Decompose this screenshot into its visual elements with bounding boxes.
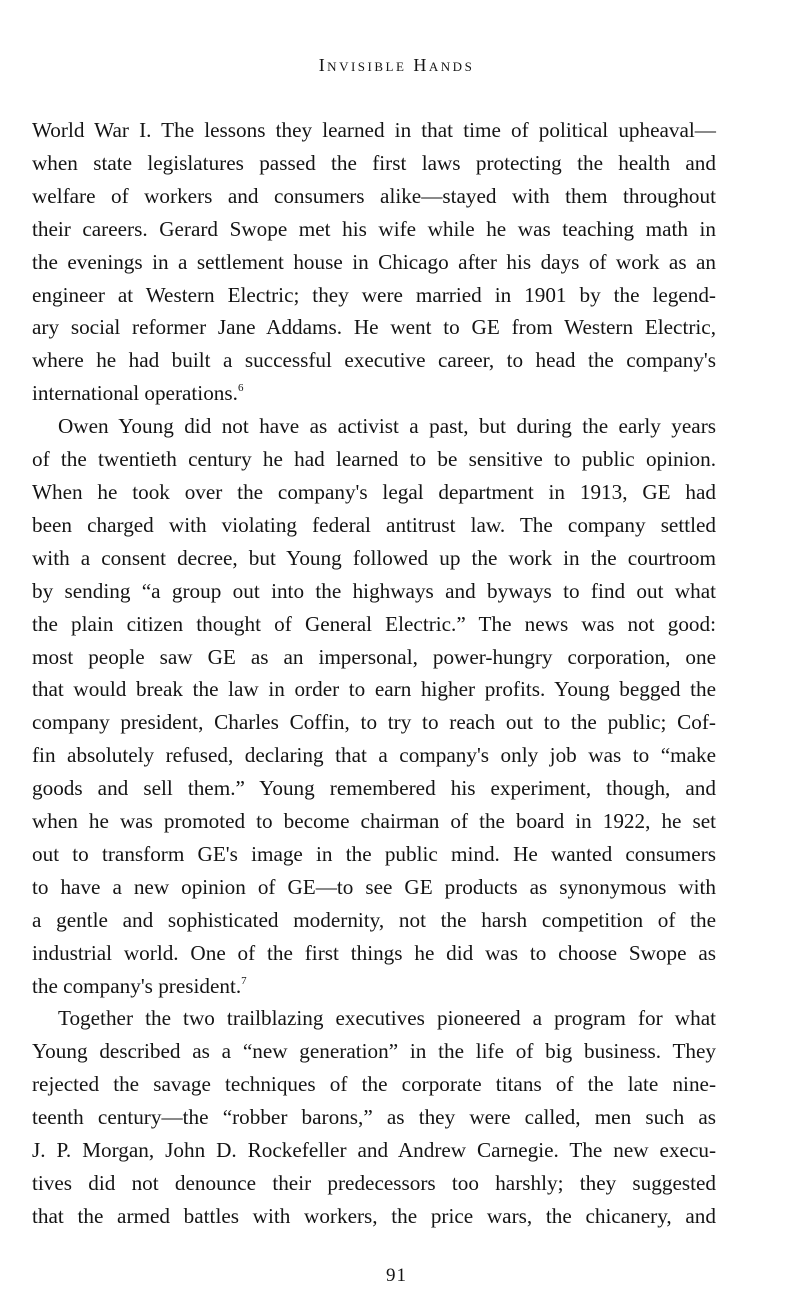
text-line: where he had built a successful executive career, to head the company's <box>32 348 716 373</box>
text-line: rejected the savage techniques of the corporate titans of the late nine- <box>32 1072 716 1097</box>
text-line: teenth century—the “robber barons,” as they were called, men such as <box>32 1105 716 1130</box>
text-line: World War I. The lessons they learned in that time of political upheaval— <box>32 118 716 142</box>
text-line: tives did not denounce their predecessors too harshly; they suggested <box>32 1171 716 1195</box>
text-line: to have a new opinion of GE—to see GE products as synonymous with <box>32 874 716 899</box>
text-line: fin absolutely refused, declaring that a company's only job was to “make <box>32 743 716 768</box>
footnote-marker: 6 <box>237 382 244 395</box>
text-line: Together the two trailblazing executives pioneered a program for what <box>58 1006 716 1031</box>
text-line: when he was promoted to become chairman of the board in 1922, he set <box>32 809 716 834</box>
text-line: J. P. Morgan, John D. Rockefeller and Andrew Carnegie. The new execu- <box>32 1138 716 1163</box>
page-number: 91 <box>386 1265 407 1286</box>
footnote-marker: 7 <box>241 974 247 987</box>
text-line: with a consent decree, but Young followed up the work in the courtroom <box>32 545 716 570</box>
text-line: when state legislatures passed the first laws protecting the health and <box>32 150 716 175</box>
text-line: most people saw GE as an impersonal, power-hungry corporation, one <box>32 644 716 669</box>
running-head: Invisible Hands <box>318 55 475 75</box>
text-line: by sending “a group out into the highways and byways to find out what <box>32 578 716 603</box>
text-line: industrial world. One of the first things he did was to choose Swope as <box>32 940 716 965</box>
text-line: company president, Charles Coffin, to try to reach out to the public; Cof- <box>32 710 716 735</box>
text-line: the company's president.$^7$ <box>32 973 247 998</box>
text-line: a gentle and sophisticated modernity, not the harsh competition of the <box>32 907 716 932</box>
text-line: welfare of workers and consumers alike—stayed with them throughout <box>32 183 716 208</box>
paragraph <box>32 410 716 1002</box>
text-line: goods and sell them.” Young remembered his experiment, though, and <box>32 776 716 801</box>
text-line: ary social reformer Jane Addams. He went to GE from Western Electric, <box>32 315 716 340</box>
text-line: the evenings in a settlement house in Chicago after his days of work as an <box>32 249 716 274</box>
paragraph <box>32 1002 716 1232</box>
text-line: international operations.$^6$ <box>32 381 244 406</box>
text-line: that would break the law in order to earn higher profits. Young begged the <box>32 677 716 702</box>
text-line: the plain citizen thought of General Electric.” The news was not good: <box>32 611 716 636</box>
body-text <box>32 114 716 1233</box>
text-line: engineer at Western Electric; they were married in 1901 by the legend- <box>32 282 716 307</box>
text-line: their careers. Gerard Swope met his wife while he was teaching math in <box>32 216 716 241</box>
text-line: been charged with violating federal antitrust law. The company settled <box>32 512 716 537</box>
text-line: Young described as a “new generation” in the life of big business. They <box>32 1039 716 1064</box>
paragraph <box>32 114 716 410</box>
text-line: out to transform GE's image in the public mind. He wanted consumers <box>32 841 716 866</box>
text-line: that the armed battles with workers, the price wars, the chicanery, and <box>32 1203 716 1228</box>
text-line: Owen Young did not have as activist a past, but during the early years <box>58 414 716 439</box>
text-line: of the twentieth century he had learned to be sensitive to public opinion. <box>32 447 716 472</box>
text-line: When he took over the company's legal department in 1913, GE had <box>32 479 716 504</box>
